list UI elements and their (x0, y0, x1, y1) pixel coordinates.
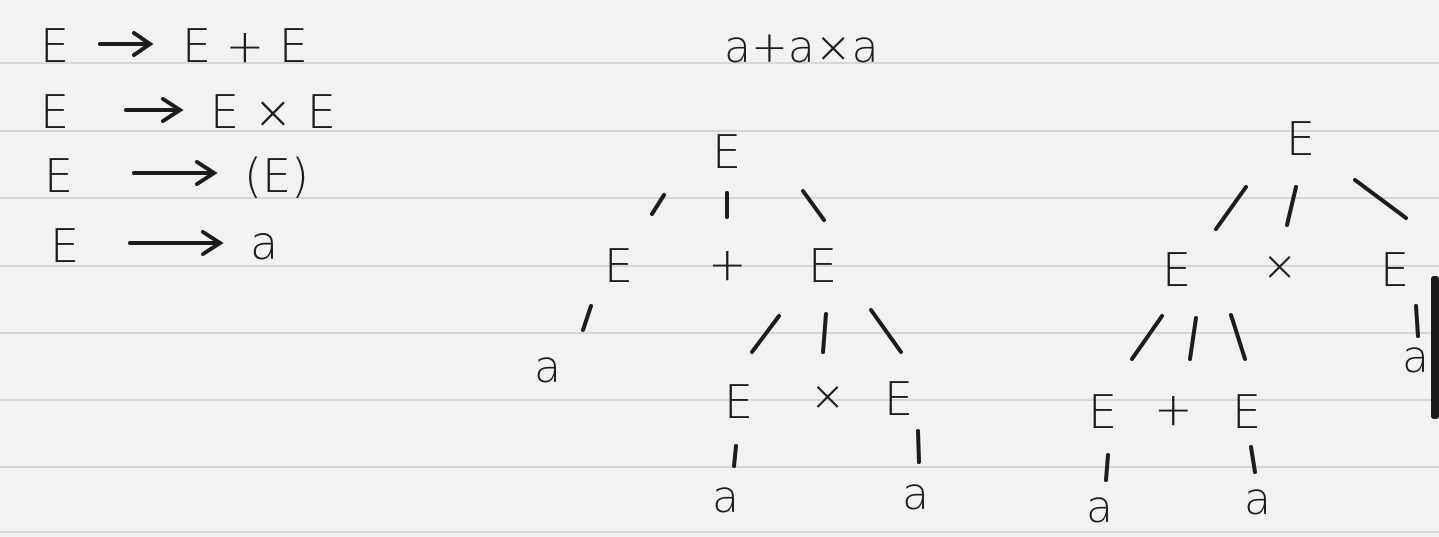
rule-rhs: (E) (244, 149, 309, 203)
tree1-edges-level3 (734, 431, 919, 466)
rule-lhs: E (40, 19, 70, 73)
tree1-left-leaf: a (534, 342, 561, 393)
tree1-edges-level1 (652, 191, 824, 220)
frame-edge-handle (1431, 276, 1439, 419)
tree2-operator: × (1262, 241, 1298, 290)
tree1-edges-level2 (583, 306, 901, 352)
rule-rhs: E + E (182, 19, 308, 73)
grammar-rules (40, 19, 336, 273)
tree2-inner-left: E (1088, 385, 1118, 439)
tree1-inner-left: E (724, 375, 754, 429)
tree1-leaf: a (712, 472, 739, 523)
tree2-left-child: E (1162, 243, 1192, 297)
tree2-inner-operator: + (1154, 382, 1193, 436)
tree1-inner-right: E (884, 372, 914, 426)
rule-rhs: a (250, 216, 279, 270)
parse-tree-1 (534, 125, 929, 523)
tree1-operator: + (708, 237, 747, 291)
parse-tree-2 (1086, 112, 1429, 533)
tree2-right-child: E (1380, 243, 1410, 297)
tree1-root: E (712, 125, 742, 179)
grammar-rule (40, 19, 308, 73)
arrow-icon (126, 99, 180, 121)
tree2-leaf: a (1086, 482, 1113, 533)
tree1-leaf: a (902, 469, 929, 520)
input-string: a+a×a (724, 22, 879, 73)
tree2-root: E (1286, 112, 1316, 166)
tree1-left-child: E (604, 239, 634, 293)
arrow-icon (134, 162, 214, 184)
arrow-icon (100, 33, 150, 55)
arrow-icon (130, 232, 220, 254)
rule-rhs: E × E (210, 85, 336, 139)
tree2-leaf: a (1244, 474, 1271, 525)
rule-lhs: E (50, 219, 80, 273)
tree2-inner-right: E (1232, 385, 1262, 439)
tree2-edges-level3 (1106, 447, 1255, 480)
rule-lhs: E (40, 85, 70, 139)
tree2-right-leaf: a (1402, 332, 1429, 383)
grammar-rule (44, 149, 309, 203)
grammar-rule (50, 216, 278, 273)
tree2-edges-level1 (1216, 180, 1406, 229)
tree1-inner-operator: × (810, 371, 846, 420)
rule-lhs: E (44, 149, 74, 203)
tree1-right-child: E (808, 239, 838, 293)
